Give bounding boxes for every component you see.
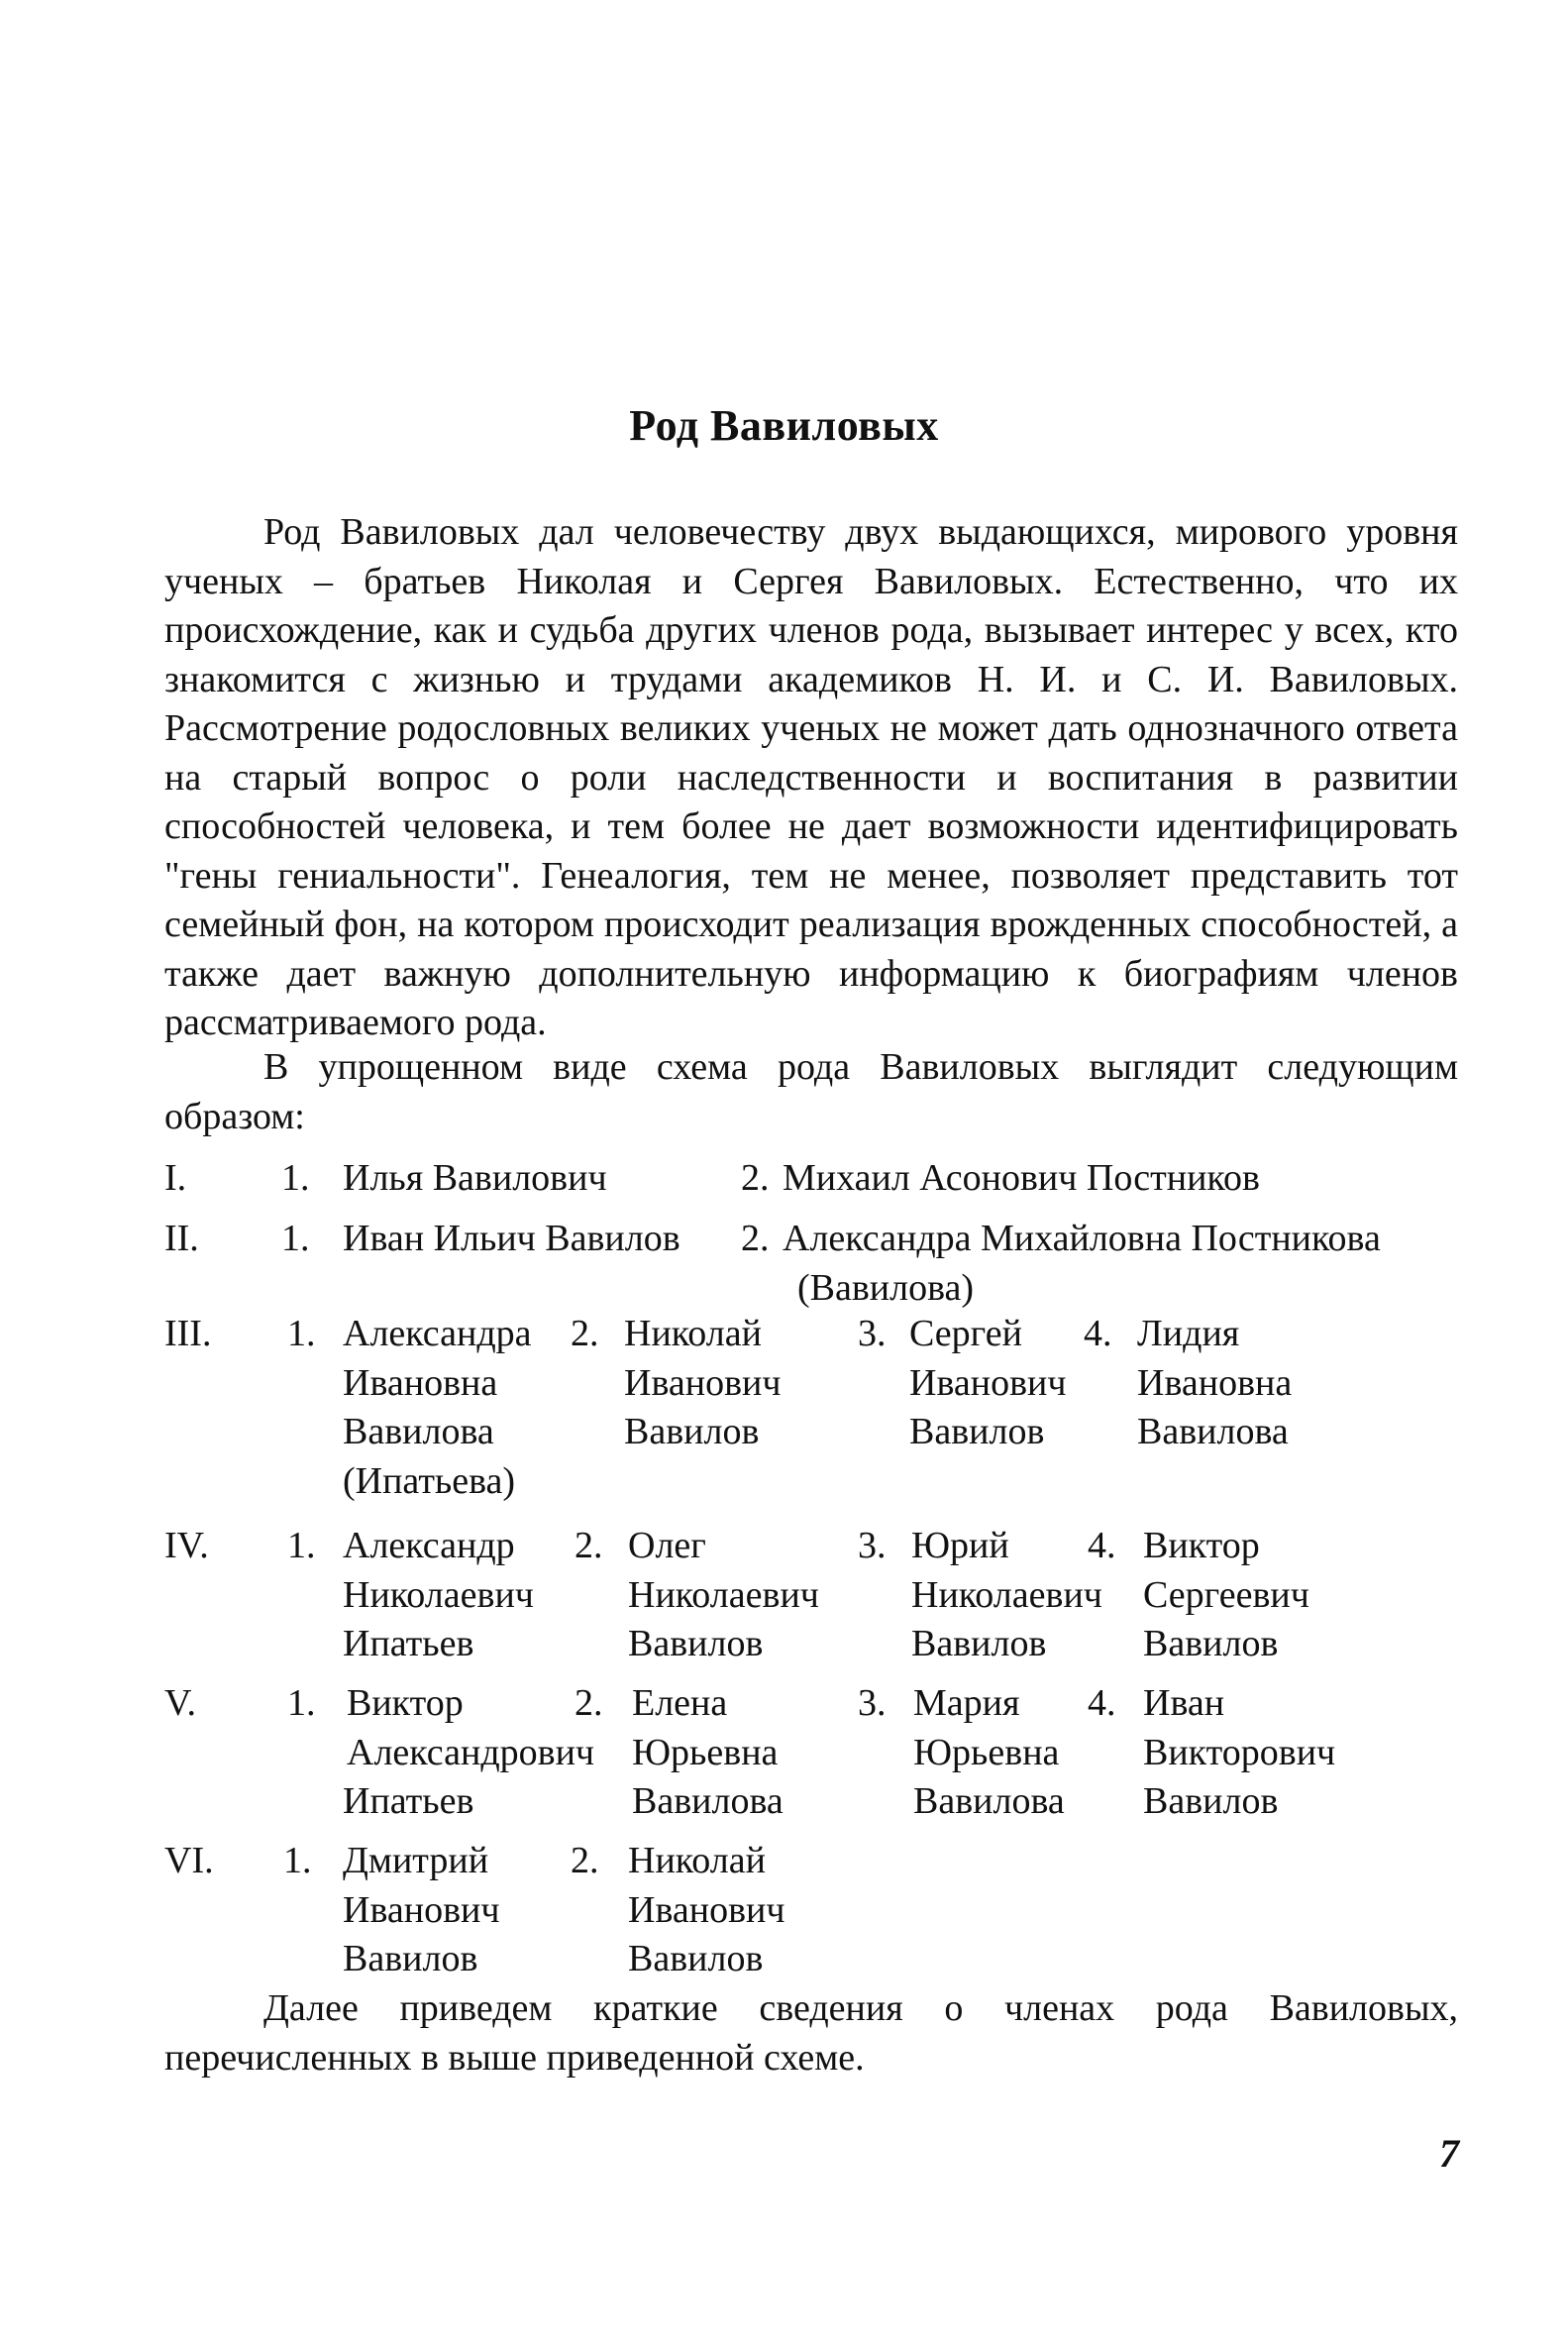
member-number: 4.: [1088, 1525, 1116, 1566]
conclusion-paragraph: Далее приведем краткие сведения о членах рода Вавиловых, перечисленных в выше приведенной схеме.: [164, 1987, 1458, 2079]
generation-numeral: I.: [164, 1157, 187, 1199]
page-title: Род Вавиловых: [629, 401, 939, 450]
member-number: 4.: [1084, 1313, 1112, 1354]
member-name: Елена Юрьевна Вавилова: [632, 1682, 784, 1822]
member-number: 1.: [287, 1525, 316, 1566]
member-number: 2.: [741, 1218, 770, 1259]
member-name: Мария Юрьевна Вавилова: [913, 1682, 1065, 1822]
generation-numeral: III.: [164, 1313, 212, 1354]
page-number: 7: [1439, 2131, 1459, 2176]
member-name: Юрий Николаевич Вавилов: [911, 1525, 1102, 1664]
member-number: 3.: [858, 1525, 887, 1566]
member-name: Александра Ивановна Вавилова (Ипатьева): [343, 1313, 532, 1502]
member-number: 2.: [575, 1525, 603, 1566]
member-number: 1.: [281, 1218, 310, 1259]
member-number: 1.: [281, 1157, 310, 1199]
member-name: Виктор Сергеевич Вавилов: [1143, 1525, 1309, 1664]
generation-numeral: II.: [164, 1218, 199, 1259]
member-name: Олег Николаевич Вавилов: [628, 1525, 819, 1664]
member-name: Дмитрий Иванович Вавилов: [343, 1840, 500, 1979]
member-number: 4.: [1088, 1682, 1116, 1724]
member-number: 2.: [571, 1313, 599, 1354]
scheme-intro-block: [164, 1043, 1458, 1141]
member-name: Николай Иванович Вавилов: [624, 1313, 782, 1452]
scheme-intro-paragraph: В упрощенном виде схема рода Вавиловых выглядит следующим образом:: [164, 1046, 1458, 1137]
member-name: Сергей Иванович Вавилов: [909, 1313, 1067, 1452]
generation-numeral: VI.: [164, 1840, 214, 1881]
generation-numeral: IV.: [164, 1525, 209, 1566]
member-number: 3.: [858, 1313, 887, 1354]
member-number: 1.: [287, 1313, 316, 1354]
member-name: Николай Иванович Вавилов: [628, 1840, 785, 1979]
member-name: Иван Ильич Вавилов: [343, 1218, 680, 1259]
member-name: Виктор Александрович Ипатьев: [343, 1682, 595, 1822]
member-number: 2.: [741, 1157, 770, 1199]
member-name: Александра Михайловна Постникова (Вавилова): [783, 1218, 1381, 1309]
member-number: 1.: [283, 1840, 312, 1881]
conclusion-block: [164, 1984, 1458, 2082]
member-name: Михаил Асонович Постников: [783, 1157, 1260, 1199]
member-name: Иван Викторович Вавилов: [1143, 1682, 1336, 1822]
member-number: 2.: [571, 1840, 599, 1881]
member-name: Лидия Ивановна Вавилова: [1137, 1313, 1293, 1452]
member-name: Илья Вавилович: [343, 1157, 607, 1199]
member-number: 3.: [858, 1682, 887, 1724]
member-name: Александр Николаевич Ипатьев: [343, 1525, 534, 1664]
intro-paragraph: Род Вавиловых дал человечеству двух выдающихся, мирового уровня ученых – братьев Николая и Сергея Вавиловых. Естественно, что их происхождение, как и судьба других членов рода, вызывает интерес у всех, кто знакомится с жизнью и трудами академиков Н. И. и С. И. Вавиловых. Рассмотрение родословных великих ученых не может дать однозначного ответа на старый вопрос о роли наследственности и воспитания в развитии способностей человека, и тем более не дает возможности идентифицировать "гены гениальности". Генеалогия, тем не менее, позволяет представить тот семейный фон, на котором происходит реализация врожденных способностей, а также дает важную дополнительную информацию к биографиям членов рассматриваемого рода.: [164, 511, 1458, 1043]
intro-paragraph-block: [164, 508, 1458, 1048]
member-number: 2.: [575, 1682, 603, 1724]
generation-numeral: V.: [164, 1682, 197, 1724]
member-number: 1.: [287, 1682, 316, 1724]
